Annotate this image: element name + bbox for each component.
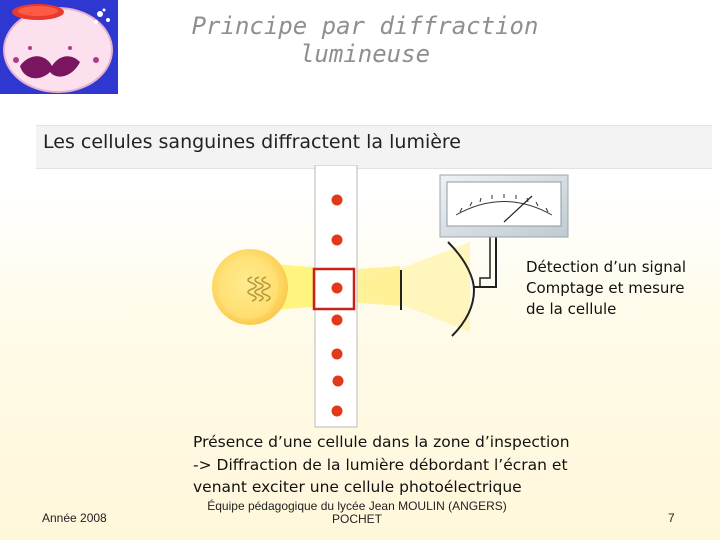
footer-team-line: Équipe pédagogique du lycée Jean MOULIN (ANGERS) (207, 499, 507, 513)
detection-line: Comptage et mesure (526, 279, 685, 297)
presence-text (193, 431, 570, 499)
page-number: 7 (668, 511, 675, 525)
presence-line: -> Diffraction de la lumière débordant l’écran et (193, 455, 568, 474)
logo-illustration (0, 0, 118, 94)
blood-cell (332, 406, 343, 417)
blood-cell (332, 315, 343, 326)
presence-line: venant exciter une cellule photoélectrique (193, 478, 522, 496)
presence-line: Présence d’une cellule dans la zone d’inspection (193, 433, 570, 451)
page-title: Principe par diffraction lumineuse (191, 12, 539, 68)
detector-wire (474, 236, 496, 287)
blood-cell (332, 349, 343, 360)
detection-text (526, 257, 686, 320)
light-bulb-icon (212, 249, 288, 325)
blood-cell (332, 195, 343, 206)
meter-icon (440, 175, 568, 237)
blood-cell (332, 283, 343, 294)
footer-team (200, 500, 514, 526)
detector-wire-2 (480, 236, 490, 287)
subtitle: Les cellules sanguines diffractent la lumière (43, 131, 461, 153)
detection-line: Détection d’un signal (526, 258, 687, 276)
footer-year: Année 2008 (42, 511, 107, 525)
logo (0, 0, 118, 94)
detection-line: de la cellule (526, 300, 617, 318)
footer-team-line: POCHET (331, 512, 382, 526)
blood-cell (333, 376, 344, 387)
blood-cell (332, 235, 343, 246)
